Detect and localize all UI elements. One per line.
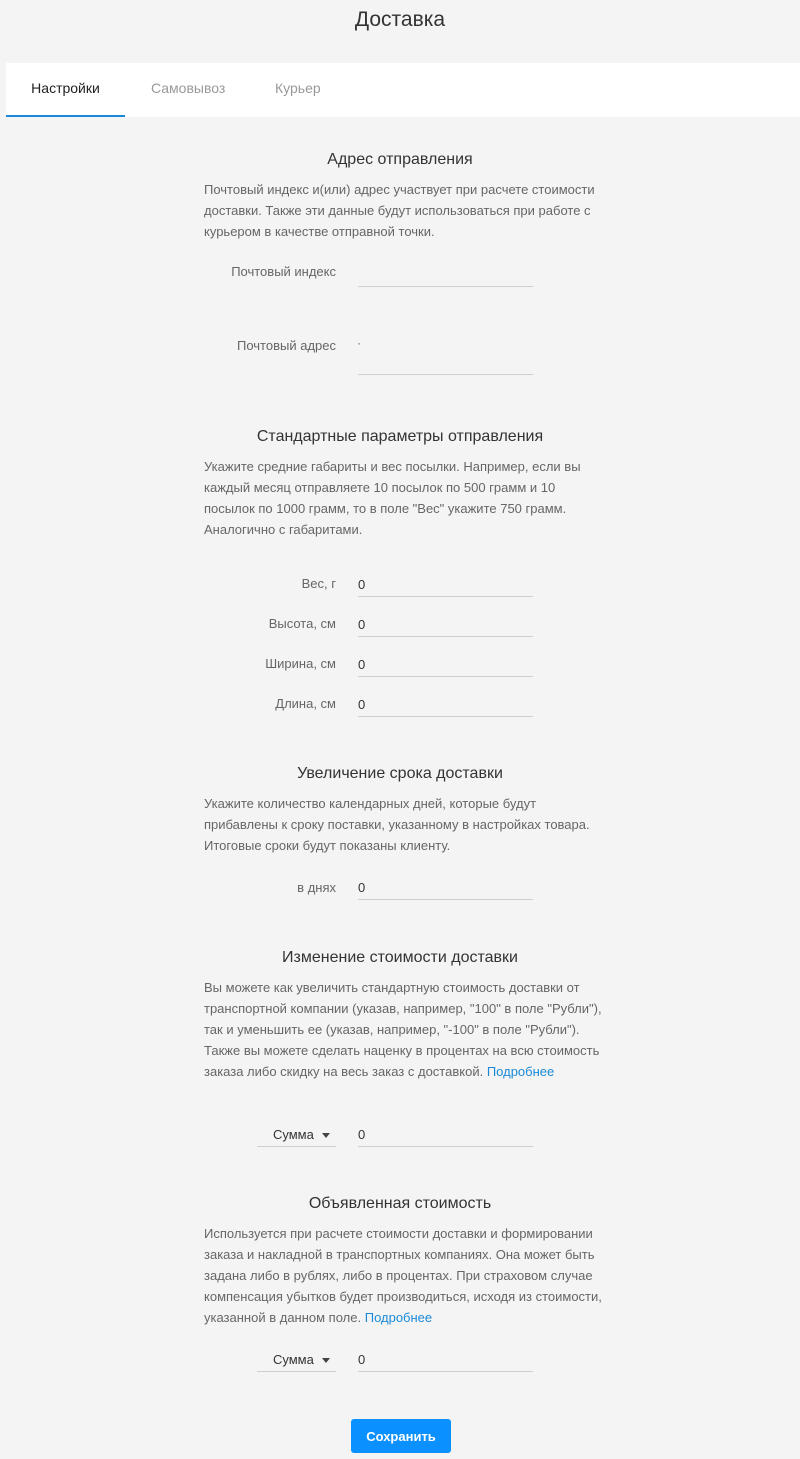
- tab-courier[interactable]: Курьер: [275, 80, 321, 96]
- delivery-time-description: Укажите количество календарных дней, которые будут прибавлены к сроку поставки, указанному в настройках товара. Итоговые сроки будут показаны клиенту.: [204, 796, 590, 853]
- postal-code-input[interactable]: [358, 264, 533, 287]
- chevron-down-icon: [322, 1358, 330, 1363]
- chevron-down-icon: [322, 1133, 330, 1138]
- weight-label: Вес, г: [301, 576, 336, 591]
- tab-settings[interactable]: Настройки: [6, 63, 125, 117]
- declared-value-description: Используется при расчете стоимости доставки и формировании заказа и накладной в транспортных компаниях. Она может быть задана либо в рублях, либо в процентах. При страховом случае компенсация убытков будет производиться, исходя из стоимости, указанной в данном поле.: [204, 1226, 602, 1325]
- delivery-time-heading: Увеличение срока доставки: [297, 765, 503, 782]
- postal-address-cursor-icon: ·: [357, 336, 361, 350]
- declared-value-heading: Объявленная стоимость: [308, 1195, 492, 1212]
- height-label: Высота, см: [268, 616, 336, 631]
- length-input[interactable]: 0: [358, 694, 533, 717]
- postal-address-input[interactable]: [358, 352, 533, 375]
- postal-code-label: Почтовый индекс: [231, 264, 336, 279]
- declared-value-type-select[interactable]: [257, 1349, 336, 1372]
- tab-bar: [6, 63, 800, 117]
- postal-address-label: Почтовый адрес: [237, 338, 336, 353]
- weight-input[interactable]: 0: [358, 574, 533, 597]
- save-button[interactable]: Сохранить: [351, 1419, 451, 1453]
- declared-value-description-block: [204, 1223, 604, 1328]
- cost-change-type-value: Сумма: [273, 1127, 314, 1142]
- length-label: Длина, см: [275, 696, 336, 711]
- cost-change-more-link[interactable]: Подробнее: [486, 1064, 555, 1079]
- cost-change-description-block: [204, 977, 604, 1082]
- width-label: Ширина, см: [265, 656, 336, 671]
- height-input[interactable]: 0: [358, 614, 533, 637]
- standard-params-heading: Стандартные параметры отправления: [256, 428, 544, 445]
- declared-value-more-link[interactable]: Подробнее: [364, 1310, 433, 1325]
- days-input[interactable]: 0: [358, 877, 533, 900]
- declared-value-input[interactable]: 0: [358, 1349, 533, 1372]
- cost-change-description: Вы можете как увеличить стандартную стоимость доставки от транспортной компании (указав, например, "100" в поле "Рубли"), так и уменьшить ее (указав, например, "-100" в поле "Рубли"). Также вы можете сделать наценку в процентах на всю стоимость заказа либо скидку на весь заказ с доставкой.: [204, 980, 602, 1079]
- page-title: Доставка: [354, 8, 446, 31]
- sender-address-heading: Адрес отправления: [327, 151, 473, 168]
- standard-params-description: Укажите средние габариты и вес посылки. Например, если вы каждый месяц отправляете 10 посылок по 500 грамм и 10 посылок по 1000 грамм, то в поле "Вес" укажите 750 грамм. Аналогично с габаритами.: [204, 459, 581, 537]
- cost-change-type-select[interactable]: [257, 1124, 336, 1147]
- days-label: в днях: [297, 880, 336, 895]
- declared-value-type-value: Сумма: [273, 1352, 314, 1367]
- tab-pickup[interactable]: Самовывоз: [151, 80, 226, 96]
- cost-change-input[interactable]: 0: [358, 1124, 533, 1147]
- width-input[interactable]: 0: [358, 654, 533, 677]
- sender-address-description: Почтовый индекс и(или) адрес участвует при расчете стоимости доставки. Также эти данные будут использоваться при работе с курьером в качестве отправной точки.: [204, 182, 595, 239]
- cost-change-heading: Изменение стоимости доставки: [282, 949, 518, 966]
